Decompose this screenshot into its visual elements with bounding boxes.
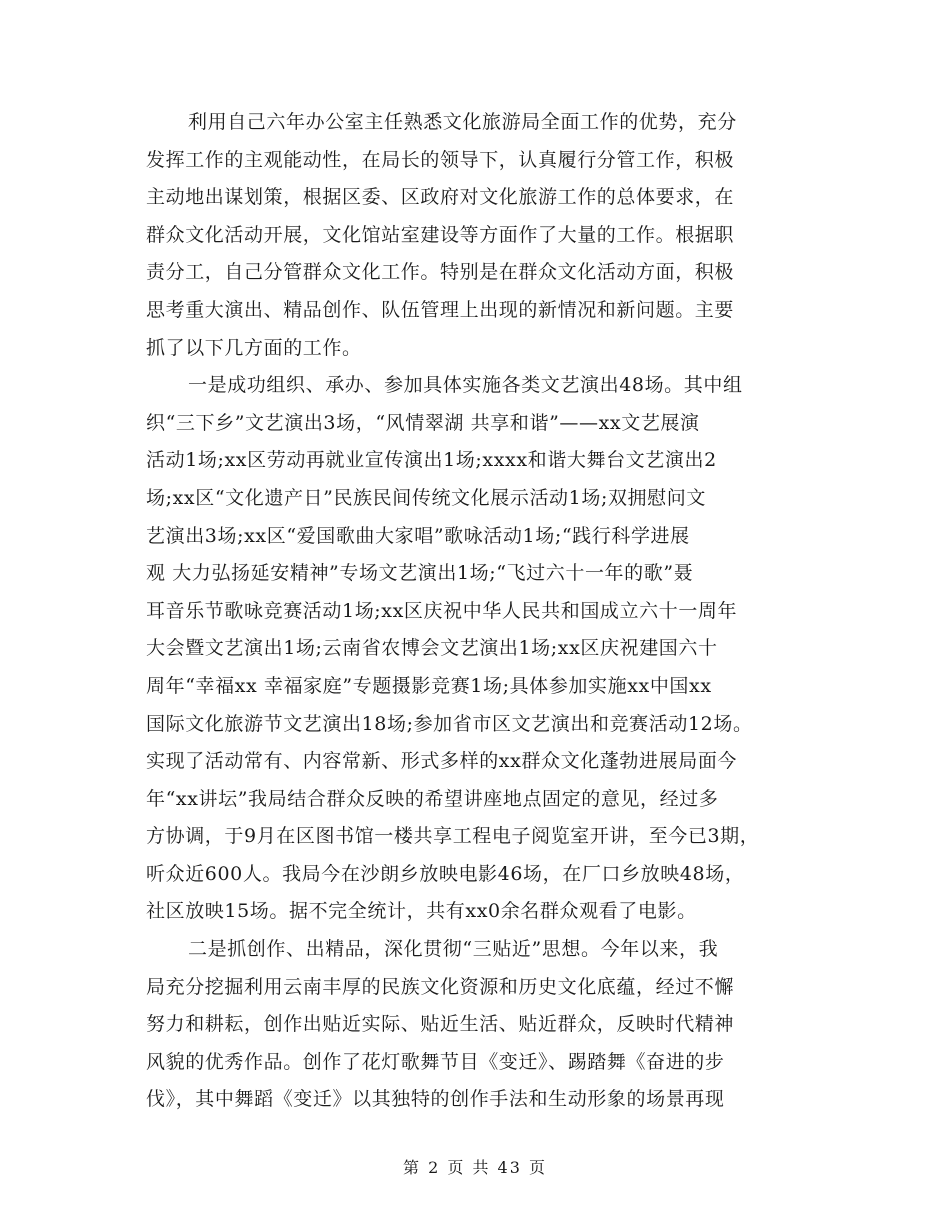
paragraph-2-line-2: 织“三下乡”文艺演出3场，“风情翠湖 共享和谐”——xx文艺展演 (146, 411, 700, 434)
paragraph-3-line-4: 风貌的优秀作品。创作了花灯歌舞节目《变迁》、踢踏舞《奋进的步 (146, 1050, 725, 1073)
paragraph-3-line-2: 局充分挖掘利用云南丰厚的民族文化资源和历史文化底蕴，经过不懈 (146, 975, 735, 998)
paragraph-1-line-4: 群众文化活动开展，文化馆站室建设等方面作了大量的工作。根据职 (146, 223, 735, 246)
paragraph-1-line-3: 主动地出谋划策，根据区委、区政府对文化旅游工作的总体要求，在 (146, 186, 735, 209)
paragraph-3-line-1: 二是抓创作、出精品，深化贯彻“三贴近”思想。今年以来，我 (188, 938, 719, 961)
page-number-footer: 第 2 页 共 43 页 (403, 1158, 547, 1177)
paragraph-2-line-7: 耳音乐节歌咏竞赛活动1场;xx区庆祝中华人民共和国成立六十一周年 (146, 599, 738, 622)
paragraph-2-line-5: 艺演出3场;xx区“爱国歌曲大家唱”歌咏活动1场;“践行科学进展 (146, 524, 690, 547)
paragraph-2-line-1: 一是成功组织、承办、参加具体实施各类文艺演出48场。其中组 (188, 374, 743, 397)
paragraph-1-line-2: 发挥工作的主观能动性，在局长的领导下，认真履行分管工作，积极 (146, 148, 735, 171)
paragraph-1-line-6: 思考重大演出、精品创作、队伍管理上出现的新情况和新问题。主要 (146, 298, 735, 321)
paragraph-2-line-15: 社区放映15场。据不完全统计，共有xx0余名群众观看了电影。 (146, 900, 697, 923)
paragraph-2-line-13: 方协调，于9月在区图书馆一楼共享工程电子阅览室开讲，至今已3期， (146, 825, 760, 848)
paragraph-2-line-11: 实现了活动常有、内容常新、形式多样的xx群众文化蓬勃进展局面今 (146, 750, 738, 773)
paragraph-1-line-5: 责分工，自己分管群众文化工作。特别是在群众文化活动方面，积极 (146, 261, 735, 284)
paragraph-3-line-5: 伐》，其中舞蹈《变迁》以其独特的创作手法和生动形象的场景再现 (146, 1088, 725, 1111)
paragraph-2-line-8: 大会暨文艺演出1场;云南省农博会文艺演出1场;xx区庆祝建国六十 (146, 637, 718, 660)
paragraph-2-line-4: 场;xx区“文化遗产日”民族民间传统文化展示活动1场;双拥慰问文 (146, 486, 706, 509)
paragraph-2-line-14: 听众近600人。我局今在沙朗乡放映电影46场，在厂口乡放映48场， (146, 862, 745, 885)
paragraph-1-line-1: 利用自己六年办公室主任熟悉文化旅游局全面工作的优势，充分 (188, 111, 737, 133)
paragraph-2-line-9: 周年“幸福xx 幸福家庭”专题摄影竞赛1场;具体参加实施xx中国xx (146, 674, 712, 697)
body-text (146, 104, 810, 1119)
paragraph-2-line-10: 国际文化旅游节文艺演出18场;参加省市区文艺演出和竞赛活动12场。 (146, 712, 753, 735)
paragraph-2-line-12: 年“xx讲坛”我局结合群众反映的希望讲座地点固定的意见，经过多 (146, 787, 719, 810)
paragraph-2-line-6: 观 大力弘扬延安精神”专场文艺演出1场;“飞过六十一年的歌”聂 (146, 562, 694, 585)
paragraph-1-line-7: 抓了以下几方面的工作。 (146, 336, 362, 359)
paragraph-3-line-3: 努力和耕耘，创作出贴近实际、贴近生活、贴近群众，反映时代精神 (146, 1013, 735, 1036)
paragraph-2-line-3: 活动1场;xx区劳动再就业宣传演出1场;xxxx和谐大舞台文艺演出2 (146, 449, 717, 472)
